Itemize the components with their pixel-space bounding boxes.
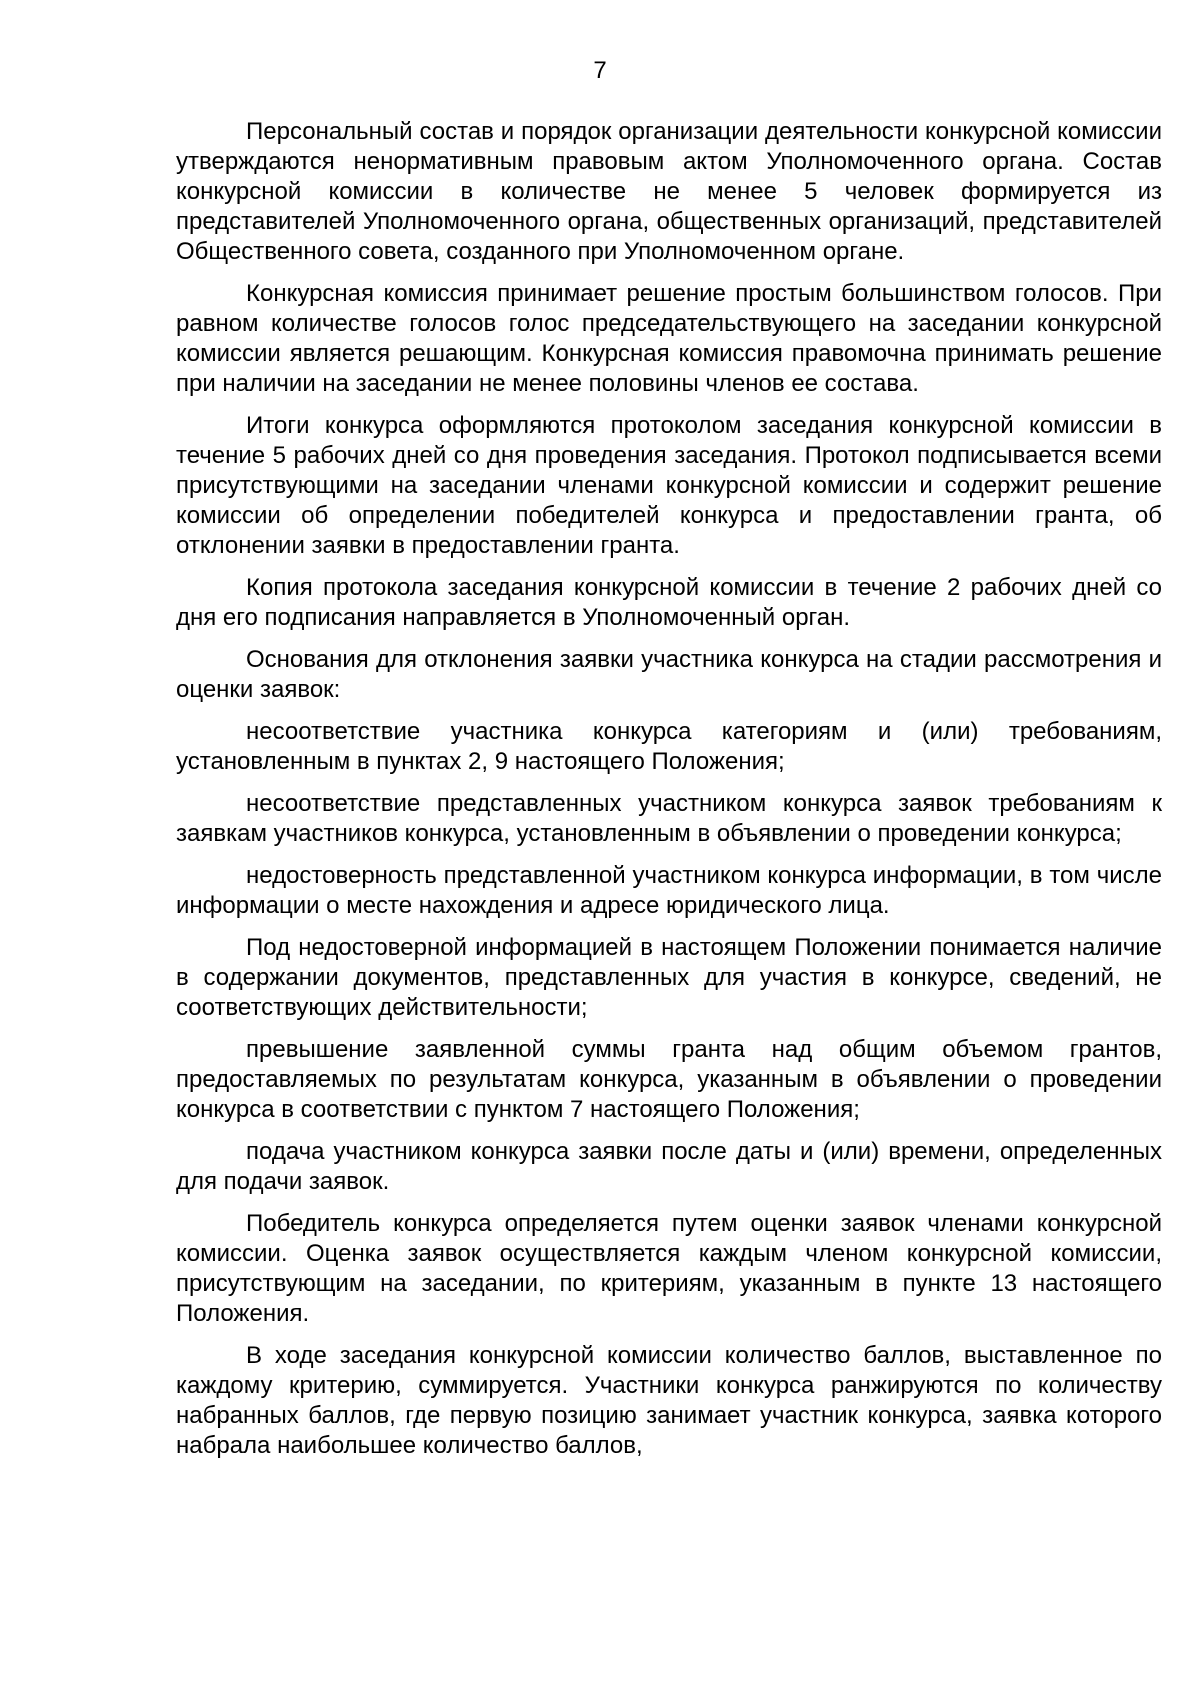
list-item-category-mismatch: несоответствие участника конкурса категориям и (или) требованиям, установленным в пунктах 2, 9 настоящего Положения; [176, 718, 1162, 775]
paragraph-contest-results-protocol: Итоги конкурса оформляются протоколом заседания конкурсной комиссии в течение 5 рабочих дней со дня проведения заседания. Протокол подписывается всеми присутствующими на заседании членами конкурсной комиссии и содержит решение комиссии об определении победителей конкурса и предоставлении гранта, об отклонении заявки в предоставлении гранта. [176, 412, 1162, 559]
paragraph-false-information-definition: Под недостоверной информацией в настоящем Положении понимается наличие в содержании документов, представленных для участия в конкурсе, сведений, не соответствующих действительности; [176, 934, 1162, 1021]
paragraph-commission-composition: Персональный состав и порядок организации деятельности конкурсной комиссии утверждаются ненормативным правовым актом Уполномоченного органа. Состав конкурсной комиссии в количестве не менее 5 человек формируется из представителей Уполномоченного органа, общественных организаций, представителей Общественного совета, созданного при Уполномоченном органе. [176, 118, 1162, 265]
list-item-false-information: недостоверность представленной участником конкурса информации, в том числе информации о месте нахождения и адресе юридического лица. [176, 862, 1162, 919]
list-item-grant-excess: превышение заявленной суммы гранта над общим объемом грантов, предоставляемых по результатам конкурса, указанным в объявлении о проведении конкурса в соответствии с пунктом 7 настоящего Положения; [176, 1036, 1162, 1123]
paragraph-score-ranking: В ходе заседания конкурсной комиссии количество баллов, выставленное по каждому критерию, суммируется. Участники конкурса ранжируются по количеству набранных баллов, где первую позицию занимает участник конкурса, заявка которого набрала наибольшее количество баллов, [176, 1342, 1162, 1459]
paragraph-protocol-copy: Копия протокола заседания конкурсной комиссии в течение 2 рабочих дней со дня его подписания направляется в Уполномоченный орган. [176, 574, 1162, 631]
document-body [176, 117, 1162, 1473]
list-item-application-mismatch: несоответствие представленных участником конкурса заявок требованиям к заявкам участников конкурса, установленным в объявлении о проведении конкурса; [176, 790, 1162, 847]
paragraph-commission-decision: Конкурсная комиссия принимает решение простым большинством голосов. При равном количестве голосов голос председательствующего на заседании конкурсной комиссии является решающим. Конкурсная комиссия правомочна принимать решение при наличии на заседании не менее половины членов ее состава. [176, 280, 1162, 397]
paragraph-rejection-grounds: Основания для отклонения заявки участника конкурса на стадии рассмотрения и оценки заявок: [176, 646, 1162, 703]
list-item-late-submission: подача участником конкурса заявки после даты и (или) времени, определенных для подачи заявок. [176, 1138, 1162, 1195]
paragraph-winner-determination: Победитель конкурса определяется путем оценки заявок членами конкурсной комиссии. Оценка заявок осуществляется каждым членом конкурсной комиссии, присутствующим на заседании, по критериям, указанным в пункте 13 настоящего Положения. [176, 1210, 1162, 1327]
page-number: 7 [593, 57, 607, 84]
